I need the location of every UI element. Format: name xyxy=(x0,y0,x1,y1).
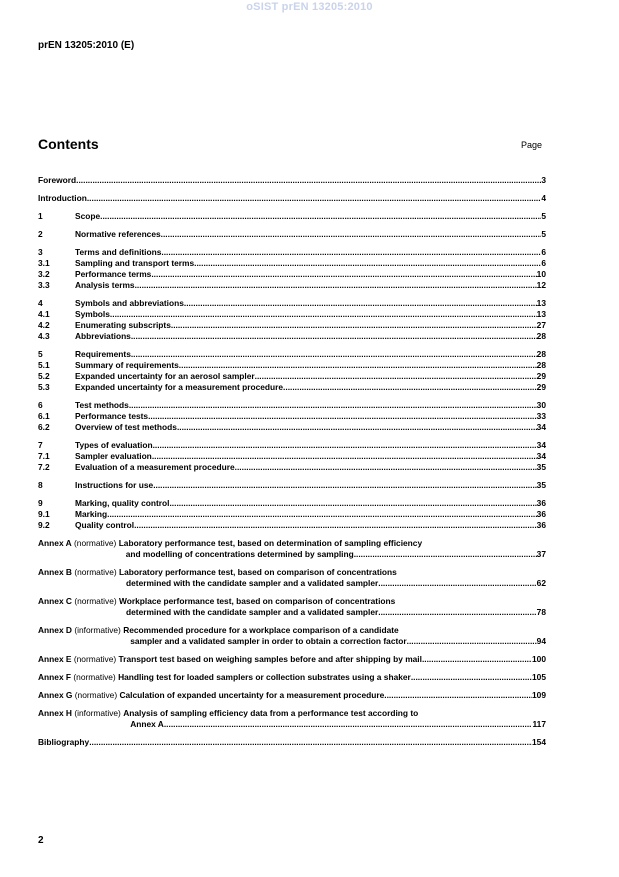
toc-entry-page: 33 xyxy=(536,411,546,421)
toc-entry-page: 13 xyxy=(536,298,546,308)
toc-entry-number: 7 xyxy=(38,440,43,450)
annex-title-line: Annex A xyxy=(130,719,164,729)
toc-entry-title: Evaluation of a measurement procedure xyxy=(75,462,235,472)
dot-leader xyxy=(384,690,532,701)
toc-entry-title: Terms and definitions xyxy=(75,247,162,257)
toc-entry-title: Expanded uncertainty for an aerosol sampler xyxy=(75,371,255,381)
dot-leader xyxy=(171,320,537,331)
toc-entry-title: Types of evaluation xyxy=(75,440,153,450)
annex-kind: (informative) xyxy=(74,708,121,718)
toc-entry-title: Expanded uncertainty for a measurement procedure xyxy=(75,382,284,392)
annex-title-line: Handling test for loaded samplers or collection substrates using a shaker xyxy=(118,672,411,682)
toc-entry-page: 12 xyxy=(536,280,546,290)
toc-entry-subsection[interactable] xyxy=(38,382,546,393)
toc-entry-number: 4 xyxy=(38,298,43,308)
toc-entry-subsection[interactable] xyxy=(38,451,546,462)
toc-entry-section[interactable] xyxy=(38,400,546,411)
toc-entry-subsection[interactable] xyxy=(38,462,546,473)
dot-leader xyxy=(354,549,537,560)
toc-entry-number: 3.1 xyxy=(38,258,50,268)
dot-leader xyxy=(131,349,537,360)
toc-entry-annex-a[interactable] xyxy=(38,538,546,560)
dot-leader xyxy=(164,719,533,730)
toc-entry-section[interactable] xyxy=(38,229,546,240)
dot-leader xyxy=(87,193,541,204)
dot-leader xyxy=(422,654,532,665)
contents-heading: Contents xyxy=(38,136,99,152)
toc-entry-title: Summary of requirements xyxy=(75,360,179,370)
toc-entry-number: 4.1 xyxy=(38,309,50,319)
dot-leader xyxy=(76,175,541,186)
toc-entry-section[interactable] xyxy=(38,211,546,222)
dot-leader xyxy=(407,636,537,647)
toc-entry-page: 109 xyxy=(532,690,546,700)
toc-entry-number: 3 xyxy=(38,247,43,257)
dot-leader xyxy=(153,480,536,491)
toc-entry-page: 5 xyxy=(541,229,546,239)
dot-leader xyxy=(378,607,536,618)
annex-kind: (normative) xyxy=(74,690,118,700)
toc-entry-page: 34 xyxy=(536,422,546,432)
page-column-label: Page xyxy=(521,140,543,150)
toc-entry-number: 9 xyxy=(38,498,43,508)
toc-entry-page: 30 xyxy=(536,400,546,410)
dot-leader xyxy=(161,229,542,240)
annex-title-line: determined with the candidate sampler and a validated sampler xyxy=(126,607,379,617)
toc-entry-annex-g[interactable] xyxy=(38,690,546,701)
toc-entry-section[interactable] xyxy=(38,440,546,451)
annex-title-line: sampler and a validated sampler in order to obtain a correction factor xyxy=(130,636,407,646)
toc-entry-title: Foreword xyxy=(38,175,77,185)
toc-entry-page: 35 xyxy=(536,480,546,490)
toc-entry-number: 8 xyxy=(38,480,43,490)
toc-entry-page: 6 xyxy=(541,247,546,257)
annex-title-line: Analysis of sampling efficiency data from a performance test according to xyxy=(123,708,419,718)
annex-title-line: and modelling of concentrations determined by sampling xyxy=(125,549,354,559)
annex-kind: (normative) xyxy=(74,538,117,548)
dot-leader xyxy=(131,331,537,342)
toc-entry-bibliography[interactable] xyxy=(38,737,546,748)
toc-entry-subsection[interactable] xyxy=(38,331,546,342)
annex-title-line: Laboratory performance test, based on comparison of concentrations xyxy=(119,567,397,577)
dot-leader xyxy=(110,309,537,320)
toc-entry-page: 105 xyxy=(532,672,546,682)
dot-leader xyxy=(235,462,537,473)
toc-entry-page: 36 xyxy=(536,498,546,508)
document-id: prEN 13205:2010 (E) xyxy=(38,40,135,51)
toc-entry-page: 154 xyxy=(532,737,546,747)
toc-entry-title: Requirements xyxy=(75,349,131,359)
toc-entry-title: Analysis terms xyxy=(75,280,135,290)
toc-entry-title: Bibliography xyxy=(38,737,90,747)
annex-label: Annex E (normative) xyxy=(38,654,117,664)
dot-leader xyxy=(161,247,541,258)
watermark: oSIST prEN 13205:2010 xyxy=(246,1,373,13)
toc-entry-page: 37 xyxy=(536,549,546,559)
toc-entry-number: 1 xyxy=(38,211,43,221)
dot-leader xyxy=(378,578,536,589)
toc-entry-subsection[interactable] xyxy=(38,520,546,531)
toc-entry-subsection[interactable] xyxy=(38,280,546,291)
toc-entry-number: 4.3 xyxy=(38,331,50,341)
toc-entry-title: Marking xyxy=(75,509,108,519)
toc-entry-number: 3.3 xyxy=(38,280,50,290)
toc-entry-page: 3 xyxy=(541,175,546,185)
toc-entry-section[interactable] xyxy=(38,298,546,309)
dot-leader xyxy=(100,211,541,222)
toc-entry-page: 13 xyxy=(536,309,546,319)
toc-entry-page: 78 xyxy=(536,607,546,617)
toc-entry-number: 5.2 xyxy=(38,371,50,381)
toc-entry-title: Sampling and transport terms xyxy=(75,258,195,268)
annex-title-line: Calculation of expanded uncertainty for a measurement procedure xyxy=(119,690,385,700)
toc-entry-section[interactable] xyxy=(38,349,546,360)
toc-entry-number: 5 xyxy=(38,349,43,359)
toc-entry-page: 100 xyxy=(532,654,546,664)
dot-leader xyxy=(148,411,537,422)
toc-entry-number: 4.2 xyxy=(38,320,50,330)
annex-label: Annex A (normative) xyxy=(38,538,117,548)
dot-leader xyxy=(283,382,537,393)
toc-entry-title: Symbols and abbreviations xyxy=(75,298,184,308)
toc-entry-title: Enumerating subscripts xyxy=(75,320,171,330)
annex-label: Annex D (informative) xyxy=(38,625,121,635)
toc-entry-number: 9.1 xyxy=(38,509,50,519)
toc-entry-section[interactable] xyxy=(38,480,546,491)
toc-entry-section[interactable] xyxy=(38,498,546,509)
annex-label: Annex F (normative) xyxy=(38,672,116,682)
toc-entry-page: 117 xyxy=(532,719,546,729)
dot-leader xyxy=(89,737,532,748)
dot-leader xyxy=(152,451,537,462)
toc-entry-introduction[interactable] xyxy=(38,193,546,204)
toc-entry-page: 28 xyxy=(536,331,546,341)
toc-entry-section[interactable] xyxy=(38,247,546,258)
toc-entry-title: Performance tests xyxy=(75,411,149,421)
dot-leader xyxy=(153,440,537,451)
toc-entry-number: 9.2 xyxy=(38,520,50,530)
annex-title-line: determined with the candidate sampler and a validated sampler xyxy=(126,578,379,588)
dot-leader xyxy=(135,280,537,291)
toc-entry-subsection[interactable] xyxy=(38,371,546,382)
annex-label: Annex C (normative) xyxy=(38,596,117,606)
dot-leader xyxy=(151,269,536,280)
dot-leader xyxy=(179,360,537,371)
dot-leader xyxy=(129,400,537,411)
toc-entry-title: Quality control xyxy=(75,520,135,530)
dot-leader xyxy=(255,371,537,382)
toc-entry-page: 36 xyxy=(536,520,546,530)
dot-leader xyxy=(194,258,541,269)
toc-entry-number: 7.2 xyxy=(38,462,50,472)
toc-entry-page: 62 xyxy=(536,578,546,588)
toc-entry-number: 7.1 xyxy=(38,451,50,461)
toc-entry-page: 28 xyxy=(536,349,546,359)
dot-leader xyxy=(107,509,537,520)
toc-entry-foreword[interactable] xyxy=(38,175,546,186)
toc-entry-title: Marking, quality control xyxy=(75,498,170,508)
toc-entry-subsection[interactable] xyxy=(38,258,546,269)
toc-entry-annex-b[interactable] xyxy=(38,567,546,589)
annex-title-line: Laboratory performance test, based on determination of sampling efficiency xyxy=(118,538,423,548)
toc-entry-page: 4 xyxy=(541,193,546,203)
toc-entry-annex-d[interactable] xyxy=(38,625,546,647)
toc-entry-subsection[interactable] xyxy=(38,320,546,331)
toc-entry-page: 29 xyxy=(536,371,546,381)
annex-kind: (normative) xyxy=(73,654,117,664)
dot-leader xyxy=(411,672,532,683)
toc-entry-title: Performance terms xyxy=(75,269,152,279)
toc-entry-title: Sampler evaluation xyxy=(75,451,152,461)
annex-kind: (normative) xyxy=(74,596,117,606)
toc-entry-title: Symbols xyxy=(75,309,110,319)
toc-entry-title: Abbreviations xyxy=(75,331,131,341)
toc-entry-page: 35 xyxy=(536,462,546,472)
toc-entry-title: Overview of test methods xyxy=(75,422,177,432)
toc-entry-page: 94 xyxy=(536,636,546,646)
annex-title-line: Recommended procedure for a workplace comparison of a candidate xyxy=(123,625,399,635)
toc-entry-page: 34 xyxy=(536,440,546,450)
toc-entry-number: 6.1 xyxy=(38,411,50,421)
toc-entry-number: 2 xyxy=(38,229,43,239)
toc-entry-subsection[interactable] xyxy=(38,411,546,422)
dot-leader xyxy=(169,498,536,509)
annex-title-line: Transport test based on weighing samples before and after shipping by mail xyxy=(118,654,422,664)
toc-entry-subsection[interactable] xyxy=(38,509,546,520)
toc-entry-page: 5 xyxy=(541,211,546,221)
table-of-contents xyxy=(38,175,546,748)
toc-entry-number: 5.1 xyxy=(38,360,50,370)
toc-entry-subsection[interactable] xyxy=(38,360,546,371)
toc-entry-subsection[interactable] xyxy=(38,422,546,433)
toc-entry-annex-c[interactable] xyxy=(38,596,546,618)
toc-entry-page: 36 xyxy=(536,509,546,519)
toc-entry-title: Scope xyxy=(75,211,101,221)
toc-entry-title: Normative references xyxy=(75,229,161,239)
toc-entry-page: 29 xyxy=(536,382,546,392)
toc-entry-title: Test methods xyxy=(75,400,129,410)
toc-entry-number: 3.2 xyxy=(38,269,50,279)
toc-entry-annex-f[interactable] xyxy=(38,672,546,683)
toc-entry-page: 28 xyxy=(536,360,546,370)
annex-label: Annex G (normative) xyxy=(38,690,118,700)
toc-entry-page: 27 xyxy=(536,320,546,330)
toc-entry-page: 34 xyxy=(536,451,546,461)
toc-entry-annex-h[interactable] xyxy=(38,708,546,730)
dot-leader xyxy=(177,422,537,433)
dot-leader xyxy=(184,298,537,309)
annex-title-line: Workplace performance test, based on comparison of concentrations xyxy=(119,596,396,606)
dot-leader xyxy=(134,520,537,531)
toc-entry-subsection[interactable] xyxy=(38,269,546,280)
toc-entry-subsection[interactable] xyxy=(38,309,546,320)
toc-entry-title: Introduction xyxy=(38,193,87,203)
page-number: 2 xyxy=(38,835,44,846)
annex-kind: (normative) xyxy=(73,672,116,682)
toc-entry-title: Instructions for use xyxy=(75,480,154,490)
toc-entry-number: 6 xyxy=(38,400,43,410)
toc-entry-number: 6.2 xyxy=(38,422,50,432)
annex-kind: (normative) xyxy=(74,567,117,577)
toc-entry-annex-e[interactable] xyxy=(38,654,546,665)
annex-kind: (informative) xyxy=(74,625,121,635)
annex-label: Annex H (informative) xyxy=(38,708,121,718)
toc-entry-page: 10 xyxy=(536,269,546,279)
toc-entry-number: 5.3 xyxy=(38,382,50,392)
annex-label: Annex B (normative) xyxy=(38,567,117,577)
toc-entry-page: 6 xyxy=(541,258,546,268)
